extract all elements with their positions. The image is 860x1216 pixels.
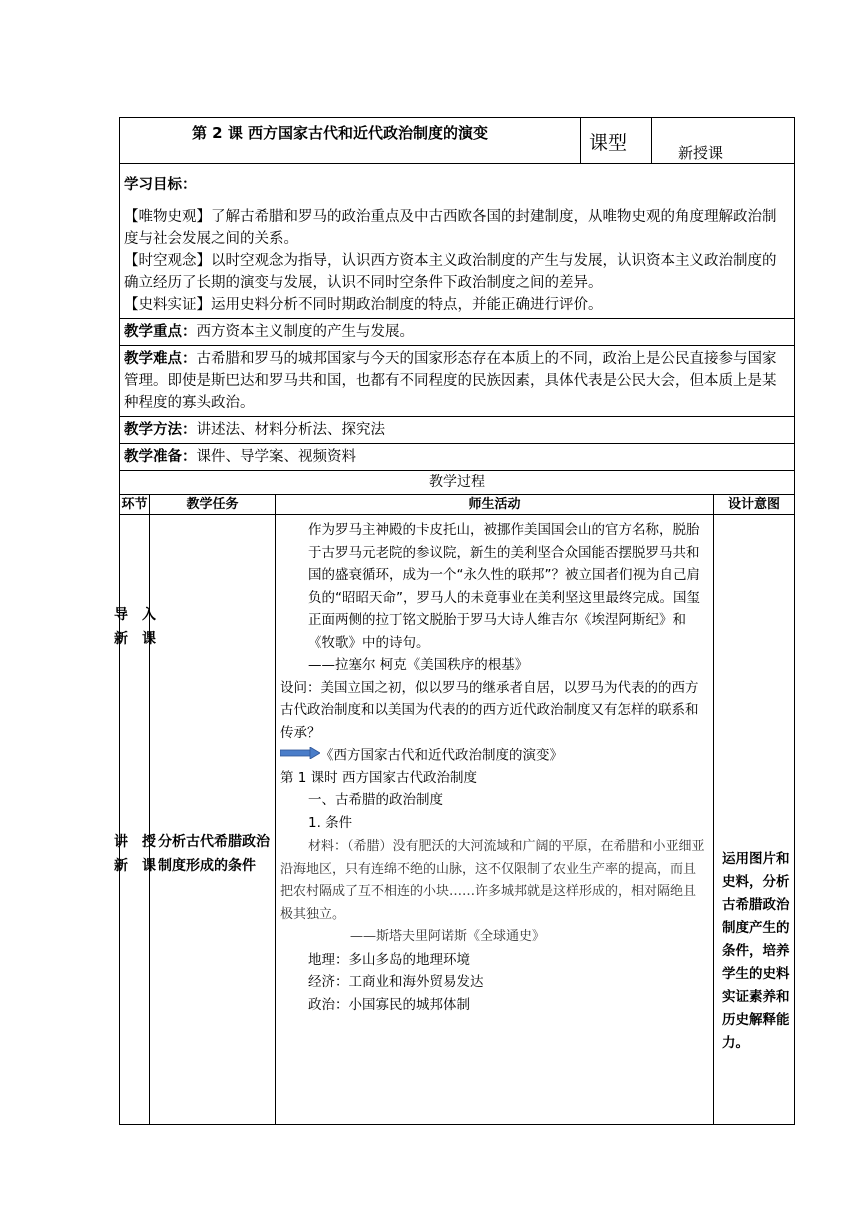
lesson-period-title: 第 1 课时 西方国家古代政治制度 [280, 769, 477, 786]
column-header-task [150, 495, 276, 515]
column-header-label: 环节 [121, 497, 148, 512]
key-point-cell [120, 319, 795, 346]
type-label-cell [581, 118, 652, 164]
difficulty-label: 教学难点： [124, 351, 197, 367]
stage-label: 导 入 [114, 607, 156, 623]
column-header-intent [714, 495, 795, 515]
objective-tag: 【时空观念】 [124, 253, 211, 269]
section-title: 一、古希腊的政治制度 [308, 792, 443, 809]
key-point-text: 西方资本主义制度的产生与发展。 [196, 324, 414, 340]
stage-label: 讲 授 [114, 834, 156, 850]
intent-text: 运用图片和史料，分析古希腊政治制度产生的条件，培养学生的史料实证素养和历史解释能力。 [722, 851, 790, 1051]
stage-intro [114, 603, 156, 651]
column-header-label: 设计意图 [727, 497, 780, 512]
poli-condition: 政治：小国寡民的城邦体制 [308, 996, 470, 1013]
process-title-cell [120, 471, 795, 495]
objectives-heading: 学习目标： [124, 177, 197, 193]
intro-paragraph: 作为罗马主神殿的卡皮托山，被挪作美国国会山的官方名称，脱胎于古罗马元老院的参议院，新生的美利坚合众国能否摆脱罗马共和国的盛衰循环，成为一个“永久性的联邦”？被立国者们视为自己肩负的“昭昭天命”，罗马人的未竟事业在美利坚这里最终完成。国玺正面两侧的拉丁铭文脱胎于罗马大诗人维吉尔《埃涅阿斯纪》和《牧歌》中的诗句。 [308, 522, 700, 651]
methods-cell [120, 417, 795, 444]
lesson-title-cell [120, 118, 581, 164]
preparation-text: 课件、导学案、视频资料 [196, 449, 356, 465]
subsection-title: 1. 条件 [308, 814, 353, 831]
objective-evidence [124, 294, 790, 316]
header-table [119, 117, 795, 164]
lesson-plan-page [114, 117, 794, 1125]
key-point-label: 教学重点： [124, 324, 197, 340]
column-header-activity [276, 495, 714, 515]
material-text: 材料：（希腊）没有肥沃的大河流域和广阔的平原，在希腊和小亚细亚沿海地区，只有连绵不绝的山脉，这不仅限制了农业生产率的提高，而且把农村隔成了互不相连的小块……许多城邦就是这样形成的，相对隔绝且极其独立。 [280, 839, 705, 922]
column-header-label: 师生活动 [468, 497, 521, 512]
stage-label: 新 课 [114, 858, 156, 874]
arrow-text: 《西方国家古代和近代政治制度的演变》 [320, 747, 563, 764]
objective-spacetime [124, 250, 790, 294]
econ-condition: 经济：工商业和海外贸易发达 [308, 974, 484, 991]
methods-label: 教学方法： [124, 422, 197, 438]
intro-source: ——拉塞尔 柯克《美国秩序的根基》 [308, 657, 529, 673]
activity-column [276, 515, 714, 1125]
intent-column [714, 515, 795, 1125]
task-text: 分析古代希腊政治制度形成的条件 [158, 834, 270, 874]
geo-condition: 地理：多山多岛的地理环境 [308, 951, 470, 968]
process-title: 教学过程 [429, 474, 485, 490]
material-source: ——斯塔夫里阿诺斯《全球通史》 [350, 929, 546, 945]
objective-text: 以时空观念为指导，认识西方资本主义政治制度的产生与发展，认识资本主义政治制度的确立经历了长期的演变与发展，认识不同时空条件下政治制度之间的差异。 [124, 253, 777, 291]
stage-teaching [114, 830, 156, 878]
objective-tag: 【史料实证】 [124, 297, 211, 313]
objective-tag: 【唯物史观】 [124, 209, 211, 225]
type-value-cell [652, 118, 795, 164]
right-arrow-icon [280, 744, 320, 767]
column-header-stage [120, 495, 150, 515]
task-column [150, 515, 276, 1125]
main-table [114, 163, 795, 1125]
question-text: 设问：美国立国之初，似以罗马的继承者自居，以罗马为代表的的西方古代政治制度和以美国为代表的的西方近代政治制度又有怎样的联系和传承？ [280, 679, 699, 741]
objective-materialism [124, 206, 790, 250]
methods-text: 讲述法、材料分析法、探究法 [196, 422, 385, 438]
difficulty-text: 古希腊和罗马的城邦国家与今天的国家形态存在本质上的不同，政治上是公民直接参与国家管理。即使是斯巴达和罗马共和国，也都有不同程度的民族因素，具体代表是公民大会，但本质上是某种程度的寡头政治。 [124, 351, 777, 411]
lesson-title: 第 2 课 西方国家古代和近代政治制度的演变 [191, 124, 489, 142]
type-value: 新授课 [678, 144, 724, 162]
column-header-label: 教学任务 [186, 497, 239, 512]
arrow-line [280, 744, 707, 767]
stage-label: 新 课 [114, 631, 156, 647]
stage-column [114, 515, 156, 1125]
type-label: 课型 [589, 132, 628, 154]
objectives-cell [120, 164, 795, 319]
objective-text: 运用史料分析不同时期政治制度的特点，并能正确进行评价。 [211, 297, 603, 313]
objective-text: 了解古希腊和罗马的政治重点及中古西欧各国的封建制度，从唯物史观的角度理解政治制度与社会发展之间的关系。 [124, 209, 777, 247]
difficulty-cell [120, 346, 795, 417]
preparation-cell [120, 444, 795, 471]
preparation-label: 教学准备： [124, 449, 197, 465]
